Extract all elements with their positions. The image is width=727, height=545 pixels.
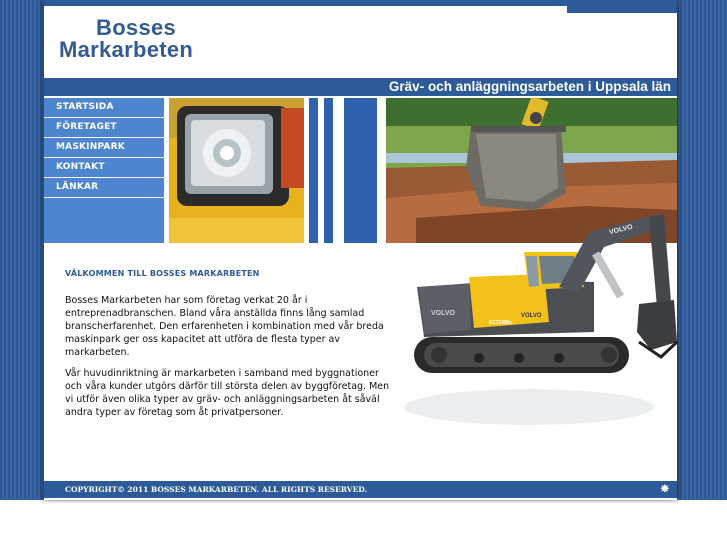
footer — [44, 481, 677, 498]
decor-stripe-3 — [344, 98, 377, 243]
decor-stripe-2 — [324, 98, 333, 243]
logo-line1: Bosses — [96, 15, 177, 40]
top-bar-tab — [567, 0, 677, 13]
page-container — [44, 0, 677, 500]
excavator-photo — [399, 192, 679, 442]
copyright-text: COPYRIGHT© 2011 BOSSES MARKARBETEN. ALL RIGHTS RESERVED. — [65, 485, 368, 494]
nav-item-maskinpark[interactable]: MASKINPARK — [44, 138, 164, 158]
brand-text-housing: VOLVO — [521, 313, 542, 319]
site-logo[interactable] — [59, 17, 193, 61]
model-text: EC210Blc — [489, 320, 513, 326]
nav-item-startsida[interactable]: STARTSIDA — [44, 98, 164, 118]
brand-text-boom: VOLVO — [608, 223, 634, 237]
tagline-bar: Gräv- och anläggningsarbeten i Uppsala län — [44, 78, 677, 96]
main-nav — [44, 98, 164, 243]
welcome-title: VÄLKOMMEN TILL BOSSES MARKARBETEN — [65, 269, 260, 278]
nav-item-kontakt[interactable]: KONTAKT — [44, 158, 164, 178]
brand-text-body: VOLVO — [431, 310, 455, 317]
logo-line2: Markarbeten — [59, 37, 194, 62]
decor-stripe-1 — [309, 98, 318, 243]
nav-item-lankar[interactable]: LÄNKAR — [44, 178, 164, 198]
headlight-photo — [169, 98, 304, 243]
snowflake-icon[interactable]: ❋ — [660, 484, 669, 495]
nav-item-foretaget[interactable]: FÖRETAGET — [44, 118, 164, 138]
intro-paragraph-1: Bosses Markarbeten har som företag verkat 20 år i entreprenadbranschen. Bland våra anställda finns lång samlad branscherfarenhet. Den erfarenheten i kombination med vår breda maskinpark ger oss kapacitet att utföra de flesta typer av markarbeten. — [65, 295, 384, 358]
intro-paragraph-2: Vår huvudinriktning är markarbeten i samband med byggnationer och våra kunder utgörs därför till största delen av byggföretag. Men vi utför även olika typer av gräv- och anläggningsarbeten åt såväl andra typer av företag som åt privatpersoner. — [65, 368, 390, 418]
